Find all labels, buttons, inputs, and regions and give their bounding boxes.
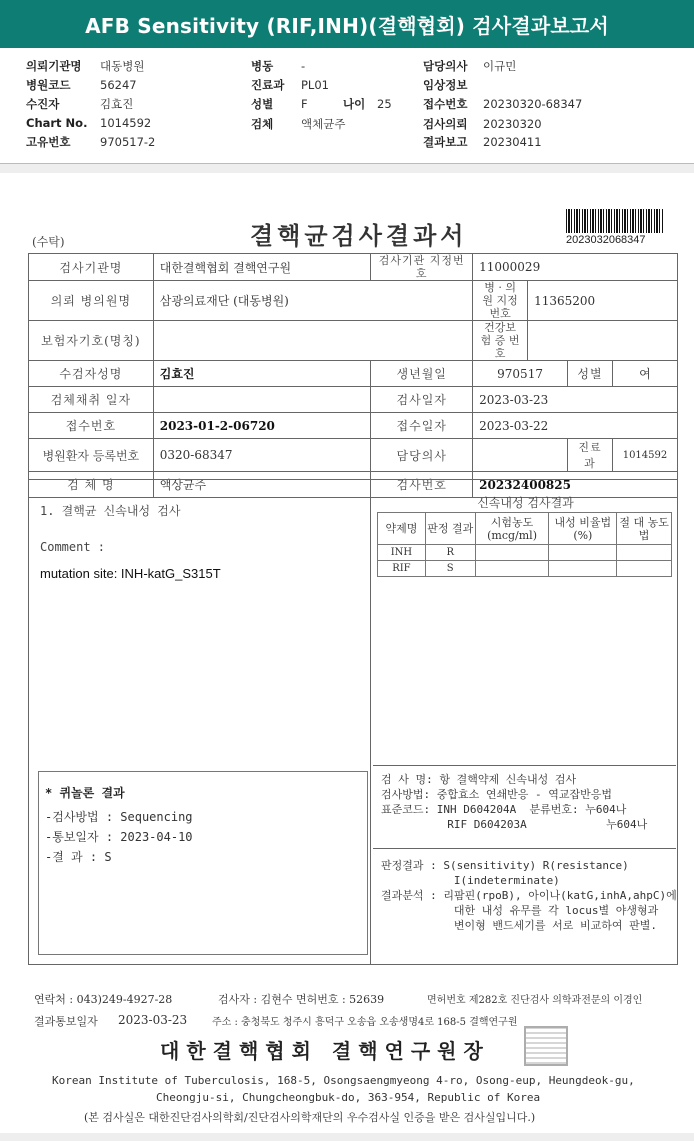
quinolone-box	[38, 771, 368, 955]
cell-value: 20232400825	[473, 472, 678, 498]
info-clinical: 임상정보	[423, 78, 468, 92]
info-hospital: 의뢰기관명 대동병원	[26, 59, 145, 73]
sensitivity-table	[377, 512, 672, 577]
col-header: 내성 비율법(%)	[549, 513, 617, 545]
cell-value: 액상균주	[153, 472, 371, 498]
quinolone-result-label: -결 과 :	[45, 850, 98, 864]
drug-abs	[617, 561, 672, 577]
cell-value: 여	[612, 361, 677, 387]
footer-contact: 연락처 : 043)249-4927-28	[34, 993, 173, 1006]
cell-label: 검사일자	[371, 387, 473, 413]
cell-value: 11365200	[528, 281, 678, 321]
cell-value	[473, 439, 568, 472]
quinolone-date: -통보일자 : 2023-04-10	[45, 830, 193, 844]
drug-name: RIF	[378, 561, 426, 577]
footer-license: 면허번호 제282호 진단검사 의학과전문의 이경인	[427, 995, 643, 1006]
info-age: 25	[377, 97, 392, 111]
cell-value: 970517	[473, 361, 568, 387]
report-title: AFB Sensitivity (RIF,INH)(결핵협회) 검사결과보고서	[85, 13, 609, 38]
col-header: 약제명	[378, 513, 426, 545]
info-specimen: 검체 액체균주	[251, 117, 346, 131]
drug-conc	[475, 545, 549, 561]
cell-label: 성별	[568, 361, 613, 387]
drug-result: S	[425, 561, 475, 577]
cell-value	[528, 321, 678, 361]
patient-info-panel	[0, 48, 694, 164]
quinolone-result	[45, 848, 112, 865]
seal-stamp-icon	[524, 1026, 568, 1066]
cell-label: 접수번호	[29, 413, 154, 439]
result-analysis-notes: 판정결과 : S(sensitivity) R(resistance) I(indeterminate) 결과분석 : 리팜핀(rpoB), 아이나(katG,inhA,ahpC)에 대한 내성 유무를 각 locus별 야생형과 변이형 밴드세기를 서로 비교하여 판별.	[381, 859, 677, 932]
footer-certification: (본 검사실은 대한진단검사의학회/진단검사의학재단의 우수검사실 인증을 받은 검사실입니다.)	[84, 1111, 536, 1124]
report-header	[0, 0, 694, 48]
cell-value: 11000029	[473, 254, 678, 281]
drug-conc	[475, 561, 549, 577]
footer-address: 주소 : 충청북도 청주시 흥덕구 오송읍 오송생명4로 168-5 결핵연구원	[212, 1017, 518, 1028]
cell-value: 김효진	[153, 361, 371, 387]
info-patient: 수진자 김효진	[26, 97, 134, 111]
cell-label: 병 · 의원 지정번호	[473, 281, 528, 321]
lab-info-table	[28, 253, 678, 498]
cell-label: 생년월일	[371, 361, 473, 387]
footer-english-line1: Korean Institute of Tuberculosis, 168-5, Osongsaengmyeong 4-ro, Osong-eup, Heungdeok-gu,	[52, 1074, 635, 1087]
test-section-title: 1. 결핵균 신속내성 검사	[40, 504, 181, 518]
cell-label: 진료과	[568, 439, 613, 472]
notes-divider	[373, 765, 676, 766]
info-accession: 접수번호 20230320-68347	[423, 97, 583, 111]
sensitivity-title: 신속내성 검사결과	[477, 496, 574, 510]
info-dept: 진료과 PL01	[251, 78, 329, 92]
copy-mark: (수탁)	[32, 235, 65, 249]
cell-value: 1014592	[612, 439, 677, 472]
footer-notify-label: 결과통보일자	[34, 1015, 98, 1028]
footer-notify-date: 2023-03-23	[118, 1013, 188, 1027]
info-ward: 병동 -	[251, 59, 306, 73]
cell-label: 검체채취 일자	[29, 387, 154, 413]
footer-organization: 대한결핵협회 결핵연구원장	[160, 1039, 490, 1063]
scanned-report-sheet	[0, 173, 694, 1133]
table-row	[378, 545, 672, 561]
cell-label: 보험자기호(명칭)	[29, 321, 154, 361]
cell-label: 건강보험 증 번 호	[473, 321, 528, 361]
footer-examiner: 검사자 : 김현수 면허번호 : 52639	[218, 993, 385, 1006]
barcode-icon	[566, 209, 664, 233]
cell-value: 2023-01-2-06720	[153, 413, 371, 439]
cell-value: 2023-03-23	[473, 387, 678, 413]
cell-value	[153, 387, 371, 413]
cell-label: 병원환자 등록번호	[29, 439, 154, 472]
cell-value: 2023-03-22	[473, 413, 678, 439]
drug-name: INH	[378, 545, 426, 561]
drug-ratio	[549, 545, 617, 561]
drug-result: R	[425, 545, 475, 561]
info-request-date: 검사의뢰 20230320	[423, 117, 542, 131]
cell-label: 담당의사	[371, 439, 473, 472]
table-row	[378, 561, 672, 577]
info-hospital-code: 병원코드 56247	[26, 78, 137, 92]
info-age-label: 나이	[343, 97, 366, 111]
cell-label: 검 체 명	[29, 472, 154, 498]
drug-abs	[617, 545, 672, 561]
info-chart-no: Chart No. 1014592	[26, 116, 152, 130]
quinolone-title: * 퀴놀론 결과	[45, 786, 125, 800]
drug-ratio	[549, 561, 617, 577]
cell-value: 대한결핵협회 결핵연구원	[153, 254, 371, 281]
col-header: 절 대 농도법	[617, 513, 672, 545]
cell-label: 검사기관명	[29, 254, 154, 281]
notes-divider	[373, 848, 676, 849]
cell-label: 접수일자	[371, 413, 473, 439]
info-doctor: 담당의사 이규민	[423, 59, 517, 73]
cell-label: 수검자성명	[29, 361, 154, 387]
cell-label: 검사번호	[371, 472, 473, 498]
comment-label: Comment :	[40, 540, 106, 554]
footer-english-line2: Cheongju-si, Chungcheongbuk-do, 363-954, Republic of Korea	[156, 1091, 541, 1104]
barcode-number: 2023032068347	[566, 234, 646, 246]
cell-value	[153, 321, 472, 361]
quinolone-method: -검사방법 : Sequencing	[45, 810, 193, 824]
cell-value: 0320-68347	[153, 439, 371, 472]
info-sex: 성별 F 나이 25	[251, 97, 392, 111]
test-method-notes: 검 사 명: 항 결핵약제 신속내성 검사 검사방법: 중합효소 연쇄반응 - 역교잡반응법 표준코드: INH D604204A 분류번호: 누604나 RIF D604203A 누604나	[381, 773, 648, 831]
col-header: 판정 결과	[425, 513, 475, 545]
panel-divider	[370, 479, 371, 965]
document-title: 결핵균검사결과서	[250, 221, 468, 250]
cell-label: 의뢰 병의원명	[29, 281, 154, 321]
right-results-panel	[373, 482, 678, 962]
cell-value: 삼광의료재단 (대동병원)	[153, 281, 472, 321]
mutation-site: mutation site: INH-katG_S315T	[40, 566, 221, 581]
col-header: 시험농도 (mcg/ml)	[475, 513, 549, 545]
quinolone-result-value: S	[104, 850, 112, 864]
info-report-date: 결과보고 20230411	[423, 135, 542, 149]
info-unique-no: 고유번호 970517-2	[26, 135, 156, 149]
cell-label: 검사기관 지정번호	[371, 254, 473, 281]
